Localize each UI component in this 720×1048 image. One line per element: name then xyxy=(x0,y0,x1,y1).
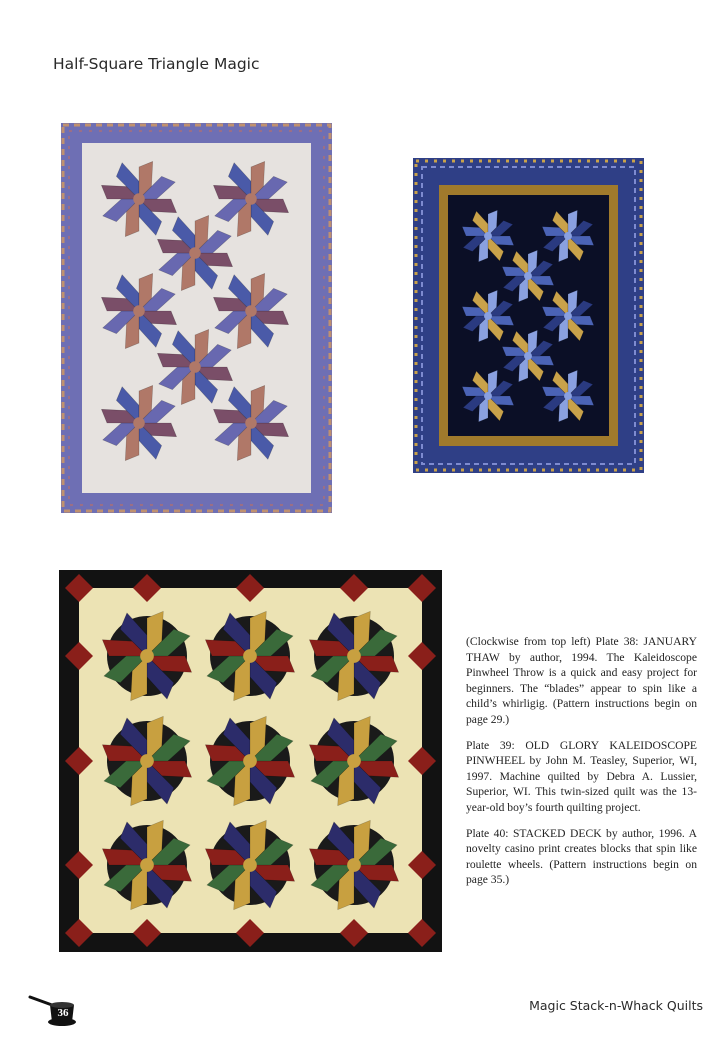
caption-plate-38: (Clockwise from top left) Plate 38: JANUARY THAW by author, 1994. The Kaleidoscope Pinwheel Throw is a quick and easy project for beginners. The “blades” appear to spin like a child’s whirligig. (Pattern instructions begin on page 29.) xyxy=(466,635,697,726)
caption-plate-39: Plate 39: OLD GLORY KALEIDOSCOPE PINWHEEL by John M. Teasley, Superior, WI, 1997. Machine quilted by Debra A. Lussier, Superior, WI. This twin-sized quilt was the 13-year-old boy’s fourth quilting project. xyxy=(466,738,697,814)
quilt-photo-stacked-deck xyxy=(59,570,442,952)
page-number: 36 xyxy=(57,1007,69,1019)
plate-caption xyxy=(466,634,697,898)
quilt-photo-old-glory xyxy=(413,158,644,473)
book-title: Magic Stack-n-Whack Quilts xyxy=(529,998,703,1013)
running-header: Half-Square Triangle Magic xyxy=(53,55,260,73)
caption-plate-40: Plate 40: STACKED DECK by author, 1996. A novelty casino print creates blocks that spin like roulette wheels. (Pattern instructions begin on page 35.) xyxy=(466,826,697,887)
quilt-photo-january-thaw xyxy=(61,123,332,513)
